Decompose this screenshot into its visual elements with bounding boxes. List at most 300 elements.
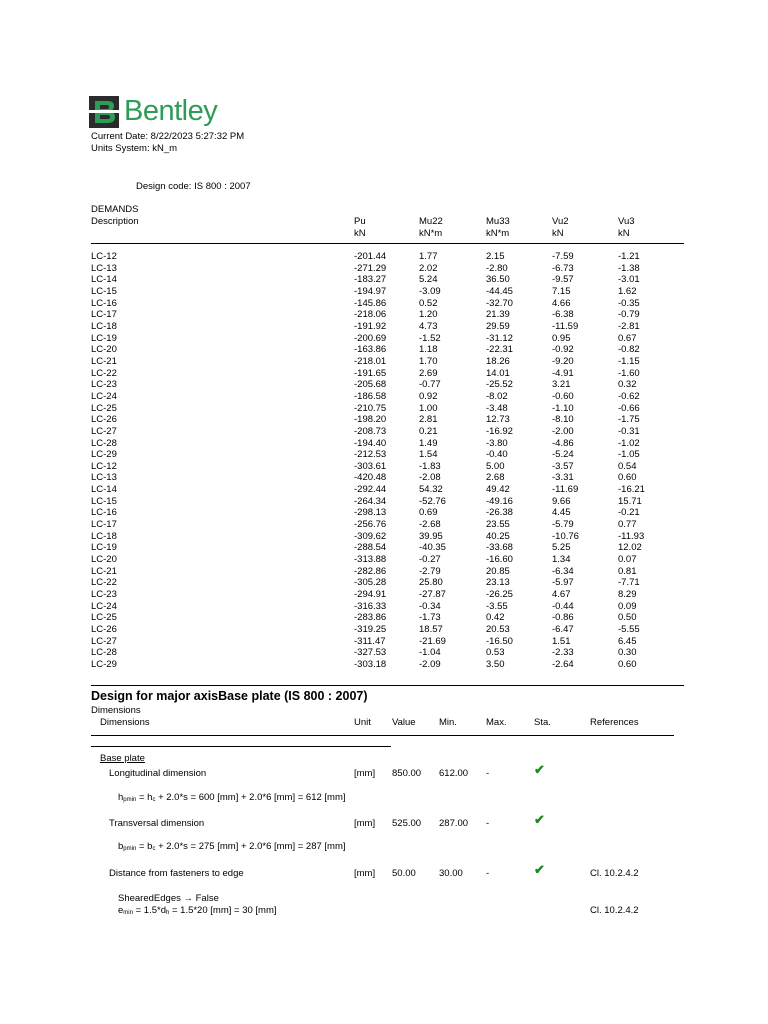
table-cell: -9.57 <box>552 274 574 286</box>
table-cell: -0.62 <box>618 390 640 402</box>
table-cell: 12.73 <box>486 414 510 426</box>
table-cell: LC-20 <box>91 554 117 566</box>
table-cell: 23.13 <box>486 577 510 589</box>
unit-mu22: kN*m <box>419 228 443 239</box>
table-cell: -5.55 <box>618 624 640 635</box>
design-header-divider <box>91 735 674 736</box>
edge-min: 30.00 <box>439 868 463 879</box>
table-cell: -303.61 <box>354 460 387 472</box>
table-cell: -271.29 <box>354 262 387 274</box>
col-min: Min. <box>439 717 457 728</box>
table-cell: -40.35 <box>419 542 446 554</box>
table-cell: 39.95 <box>419 530 443 542</box>
table-cell: 7.15 <box>552 285 571 297</box>
table-cell: LC-24 <box>91 390 117 402</box>
table-row <box>0 484 768 496</box>
transversal-value: 525.00 <box>392 818 422 829</box>
table-cell: LC-29 <box>91 449 117 461</box>
table-cell: LC-14 <box>91 484 117 496</box>
table-cell: LC-26 <box>91 414 117 426</box>
table-cell: LC-28 <box>91 437 117 449</box>
base-plate-label: Base plate <box>100 753 145 764</box>
table-cell: 0.21 <box>419 425 438 437</box>
transversal-unit: [mm] <box>354 818 376 829</box>
table-cell: 54.32 <box>419 484 443 496</box>
table-row <box>0 333 768 345</box>
col-dimensions: Dimensions <box>100 717 150 728</box>
design-subtitle: Dimensions <box>91 705 141 716</box>
table-cell: -288.54 <box>354 542 387 554</box>
table-cell: 2.02 <box>419 262 438 274</box>
table-cell: 2.69 <box>419 367 438 379</box>
table-row <box>0 286 768 298</box>
table-cell: -7.59 <box>552 251 574 262</box>
table-cell: -191.92 <box>354 320 387 332</box>
table-cell: LC-24 <box>91 600 117 612</box>
table-cell: -3.57 <box>552 460 574 472</box>
table-cell: -210.75 <box>354 402 387 414</box>
table-cell: LC-13 <box>91 472 117 484</box>
table-cell: -3.01 <box>618 274 640 286</box>
table-row <box>0 612 768 624</box>
table-row <box>0 368 768 380</box>
table-row <box>0 542 768 554</box>
table-cell: 3.21 <box>552 379 571 391</box>
sheared-edges: ShearedEdges → False <box>118 893 219 904</box>
longitudinal-check-icon: ✔ <box>534 762 545 777</box>
table-cell: -309.62 <box>354 530 387 542</box>
table-row <box>0 251 768 263</box>
table-row <box>0 659 768 671</box>
transversal-formula: $b_{pmin} = b_c + 2.0*s = 275$ [mm] + 2.0*6 [mm] = 287 [mm] <box>118 841 346 852</box>
table-cell: LC-23 <box>91 379 117 391</box>
table-cell: 9.66 <box>552 495 571 507</box>
table-row <box>0 554 768 566</box>
table-cell: -313.88 <box>354 554 387 566</box>
longitudinal-label: Longitudinal dimension <box>109 768 207 779</box>
table-cell: -0.21 <box>618 507 640 519</box>
table-cell: -218.06 <box>354 309 387 321</box>
table-cell: -25.52 <box>486 379 513 391</box>
table-cell: 0.92 <box>419 390 438 402</box>
col-header-vu3: Vu3 <box>618 216 635 227</box>
table-row <box>0 438 768 450</box>
table-cell: LC-16 <box>91 297 117 309</box>
edge-formula-reference: Cl. 10.2.4.2 <box>590 905 639 916</box>
table-cell: -2.09 <box>419 658 441 670</box>
table-cell: 49.42 <box>486 484 510 496</box>
table-cell: 20.53 <box>486 624 510 635</box>
table-cell: 1.20 <box>419 309 438 321</box>
demands-title: DEMANDS <box>91 204 139 215</box>
table-cell: -4.86 <box>552 437 574 449</box>
table-cell: -26.25 <box>486 589 513 601</box>
table-cell: 12.02 <box>618 542 642 554</box>
table-cell: 4.67 <box>552 589 571 601</box>
unit-pu: kN <box>354 228 366 239</box>
table-cell: 0.81 <box>618 565 637 577</box>
table-cell: -198.20 <box>354 414 387 426</box>
table-cell: 0.52 <box>419 297 438 309</box>
table-row <box>0 426 768 438</box>
table-cell: -3.48 <box>486 402 508 414</box>
table-cell: LC-14 <box>91 274 117 286</box>
table-cell: LC-13 <box>91 262 117 274</box>
longitudinal-value: 850.00 <box>392 768 422 779</box>
table-cell: -1.52 <box>419 332 441 344</box>
table-cell: 5.00 <box>486 460 505 472</box>
table-cell: 4.66 <box>552 297 571 309</box>
table-cell: -0.60 <box>552 390 574 402</box>
table-cell: -1.10 <box>552 402 574 414</box>
col-header-description: Description <box>91 216 139 227</box>
table-cell: 0.53 <box>486 647 505 659</box>
table-cell: 1.51 <box>552 635 571 647</box>
table-cell: -10.76 <box>552 530 579 542</box>
table-cell: LC-21 <box>91 355 117 367</box>
demands-table-body <box>0 251 768 671</box>
table-cell: -52.76 <box>419 495 446 507</box>
table-cell: -21.69 <box>419 635 446 647</box>
table-cell: -1.38 <box>618 262 640 274</box>
table-cell: 0.77 <box>618 519 637 531</box>
table-row <box>0 449 768 461</box>
table-cell: -49.16 <box>486 495 513 507</box>
table-cell: 18.26 <box>486 355 510 367</box>
table-cell: -2.00 <box>552 425 574 437</box>
table-cell: -163.86 <box>354 344 387 356</box>
table-cell: -3.55 <box>486 600 508 612</box>
table-cell: 0.60 <box>618 658 637 670</box>
table-row <box>0 472 768 484</box>
table-cell: -3.31 <box>552 472 574 484</box>
edge-unit: [mm] <box>354 868 376 879</box>
longitudinal-min: 612.00 <box>439 768 469 779</box>
table-cell: -27.87 <box>419 589 446 601</box>
table-cell: -11.69 <box>552 484 579 496</box>
transversal-check-icon: ✔ <box>534 812 545 827</box>
table-cell: LC-22 <box>91 577 117 589</box>
table-cell: -0.27 <box>419 554 441 566</box>
table-cell: -205.68 <box>354 379 387 391</box>
table-cell: 2.15 <box>486 251 505 262</box>
table-cell: 0.32 <box>618 379 637 391</box>
table-cell: -16.60 <box>486 554 513 566</box>
table-cell: 23.55 <box>486 519 510 531</box>
table-cell: -327.53 <box>354 647 387 659</box>
table-cell: -1.60 <box>618 367 640 379</box>
demands-header-divider <box>91 243 684 244</box>
table-cell: 3.50 <box>486 658 505 670</box>
table-cell: -0.44 <box>552 600 574 612</box>
table-cell: -6.47 <box>552 624 574 635</box>
table-cell: 29.59 <box>486 320 510 332</box>
units-system: Units System: kN_m <box>91 143 178 154</box>
table-cell: -31.12 <box>486 332 513 344</box>
table-cell: LC-18 <box>91 320 117 332</box>
table-cell: -2.64 <box>552 658 574 670</box>
table-cell: 20.85 <box>486 565 510 577</box>
table-cell: 5.24 <box>419 274 438 286</box>
table-cell: -0.77 <box>419 379 441 391</box>
table-row <box>0 344 768 356</box>
table-cell: -2.68 <box>419 519 441 531</box>
longitudinal-formula: $h_{pmin} = h_c + 2.0*s = 600$ [mm] + 2.0*6 [mm] = 612 [mm] <box>118 792 346 803</box>
table-cell: 0.95 <box>552 332 571 344</box>
table-cell: LC-27 <box>91 635 117 647</box>
table-cell: LC-16 <box>91 507 117 519</box>
table-cell: -26.38 <box>486 507 513 519</box>
table-row <box>0 274 768 286</box>
table-cell: 25.80 <box>419 577 443 589</box>
table-cell: -33.68 <box>486 542 513 554</box>
table-cell: 15.71 <box>618 495 642 507</box>
table-cell: 0.09 <box>618 600 637 612</box>
table-cell: LC-15 <box>91 495 117 507</box>
table-cell: -2.81 <box>618 320 640 332</box>
col-header-pu: Pu <box>354 216 366 227</box>
table-cell: LC-21 <box>91 565 117 577</box>
table-cell: -11.59 <box>552 320 579 332</box>
table-cell: -6.38 <box>552 309 574 321</box>
table-cell: -194.40 <box>354 437 387 449</box>
base-plate-divider <box>91 746 391 747</box>
table-cell: -183.27 <box>354 274 387 286</box>
table-cell: -305.28 <box>354 577 387 589</box>
table-cell: 1.18 <box>419 344 438 356</box>
col-references: References <box>590 717 639 728</box>
table-cell: -6.73 <box>552 262 574 274</box>
table-cell: -1.04 <box>419 647 441 659</box>
table-row <box>0 589 768 601</box>
table-row <box>0 577 768 589</box>
table-row <box>0 391 768 403</box>
table-row <box>0 636 768 648</box>
table-row <box>0 461 768 473</box>
table-cell: -303.18 <box>354 658 387 670</box>
table-cell: LC-26 <box>91 624 117 635</box>
table-cell: -298.13 <box>354 507 387 519</box>
table-cell: 1.00 <box>419 402 438 414</box>
table-cell: -208.73 <box>354 425 387 437</box>
edge-value: 50.00 <box>392 868 416 879</box>
longitudinal-unit: [mm] <box>354 768 376 779</box>
table-cell: -16.50 <box>486 635 513 647</box>
table-cell: LC-23 <box>91 589 117 601</box>
table-cell: -32.70 <box>486 297 513 309</box>
table-cell: 4.45 <box>552 507 571 519</box>
table-cell: 2.68 <box>486 472 505 484</box>
table-cell: -1.05 <box>618 449 640 461</box>
table-cell: LC-12 <box>91 251 117 262</box>
table-row <box>0 531 768 543</box>
table-cell: -0.35 <box>618 297 640 309</box>
table-cell: -2.08 <box>419 472 441 484</box>
table-row <box>0 379 768 391</box>
table-cell: -11.93 <box>618 530 645 542</box>
edge-formula: $e_{min} = 1.5*d_h = 1.5*20$ [mm] = 30 [mm] <box>118 905 277 916</box>
table-cell: -212.53 <box>354 449 387 461</box>
table-cell: -22.31 <box>486 344 513 356</box>
table-cell: LC-15 <box>91 285 117 297</box>
table-cell: 1.70 <box>419 355 438 367</box>
table-cell: LC-17 <box>91 519 117 531</box>
table-cell: LC-20 <box>91 344 117 356</box>
table-cell: -5.79 <box>552 519 574 531</box>
table-cell: -283.86 <box>354 612 387 624</box>
table-cell: -0.40 <box>486 449 508 461</box>
transversal-min: 287.00 <box>439 818 469 829</box>
table-cell: -311.47 <box>354 635 386 647</box>
edge-label: Distance from fasteners to edge <box>109 868 244 879</box>
transversal-label: Transversal dimension <box>109 818 205 829</box>
design-section-divider <box>91 685 684 686</box>
logo-text: Bentley <box>124 95 218 127</box>
table-cell: -0.82 <box>618 344 640 356</box>
table-cell: -1.15 <box>618 355 640 367</box>
table-row <box>0 496 768 508</box>
table-cell: -264.34 <box>354 495 387 507</box>
table-row <box>0 624 768 636</box>
table-cell: 0.30 <box>618 647 637 659</box>
table-cell: -16.21 <box>618 484 645 496</box>
col-max: Max. <box>486 717 507 728</box>
design-title: Design for major axisBase plate (IS 800 : 2007) <box>91 689 368 703</box>
table-cell: 0.07 <box>618 554 637 566</box>
table-cell: 0.42 <box>486 612 505 624</box>
table-cell: -0.34 <box>419 600 441 612</box>
longitudinal-max: - <box>486 768 490 779</box>
table-cell: -218.01 <box>354 355 387 367</box>
table-cell: -316.33 <box>354 600 387 612</box>
edge-max: - <box>486 868 490 879</box>
table-cell: LC-25 <box>91 402 117 414</box>
table-cell: 1.54 <box>419 449 438 461</box>
table-cell: -1.75 <box>618 414 640 426</box>
table-row <box>0 298 768 310</box>
table-row <box>0 519 768 531</box>
table-cell: LC-28 <box>91 647 117 659</box>
current-date: Current Date: 8/22/2023 5:27:32 PM <box>91 131 245 142</box>
table-cell: -2.80 <box>486 262 508 274</box>
table-cell: -5.97 <box>552 577 574 589</box>
table-cell: 40.25 <box>486 530 510 542</box>
table-cell: -2.33 <box>552 647 574 659</box>
table-row <box>0 263 768 275</box>
table-cell: -0.66 <box>618 402 640 414</box>
table-cell: LC-12 <box>91 460 117 472</box>
edge-check-icon: ✔ <box>534 862 545 877</box>
table-cell: 21.39 <box>486 309 510 321</box>
col-header-mu33: Mu33 <box>486 216 510 227</box>
table-cell: -194.97 <box>354 285 387 297</box>
table-cell: 5.25 <box>552 542 571 554</box>
table-cell: -4.91 <box>552 367 574 379</box>
table-cell: -282.86 <box>354 565 387 577</box>
table-cell: -201.44 <box>354 251 387 262</box>
table-cell: 6.45 <box>618 635 637 647</box>
table-cell: LC-19 <box>91 332 117 344</box>
table-cell: LC-18 <box>91 530 117 542</box>
table-cell: 0.60 <box>618 472 637 484</box>
table-cell: -1.83 <box>419 460 441 472</box>
table-row <box>0 309 768 321</box>
table-cell: -319.25 <box>354 624 387 635</box>
table-cell: 4.73 <box>419 320 438 332</box>
table-cell: 1.49 <box>419 437 438 449</box>
table-cell: -1.73 <box>419 612 441 624</box>
table-cell: -1.21 <box>618 251 640 262</box>
edge-reference: Cl. 10.2.4.2 <box>590 868 639 879</box>
table-cell: -7.71 <box>618 577 640 589</box>
table-cell: -1.02 <box>618 437 640 449</box>
table-cell: -256.76 <box>354 519 387 531</box>
table-row <box>0 403 768 415</box>
table-cell: -9.20 <box>552 355 574 367</box>
table-cell: -3.09 <box>419 285 441 297</box>
table-cell: LC-29 <box>91 658 117 670</box>
table-cell: 2.81 <box>419 414 438 426</box>
table-row <box>0 507 768 519</box>
table-row <box>0 321 768 333</box>
table-cell: 0.50 <box>618 612 637 624</box>
table-cell: -0.79 <box>618 309 640 321</box>
table-cell: -8.02 <box>486 390 508 402</box>
table-cell: -420.48 <box>354 472 387 484</box>
table-cell: -292.44 <box>354 484 387 496</box>
unit-vu2: kN <box>552 228 564 239</box>
table-cell: 8.29 <box>618 589 637 601</box>
table-cell: -0.31 <box>618 425 640 437</box>
table-cell: -191.65 <box>354 367 387 379</box>
table-cell: -294.91 <box>354 589 387 601</box>
col-header-vu2: Vu2 <box>552 216 569 227</box>
table-row <box>0 566 768 578</box>
table-cell: LC-25 <box>91 612 117 624</box>
table-cell: 18.57 <box>419 624 443 635</box>
table-cell: 0.67 <box>618 332 637 344</box>
table-cell: -16.92 <box>486 425 513 437</box>
table-cell: LC-19 <box>91 542 117 554</box>
table-cell: 1.77 <box>419 251 438 262</box>
unit-vu3: kN <box>618 228 630 239</box>
table-cell: 0.54 <box>618 460 637 472</box>
table-cell: LC-17 <box>91 309 117 321</box>
table-row <box>0 647 768 659</box>
unit-mu33: kN*m <box>486 228 510 239</box>
table-cell: LC-27 <box>91 425 117 437</box>
table-cell: -8.10 <box>552 414 574 426</box>
table-cell: LC-22 <box>91 367 117 379</box>
col-unit: Unit <box>354 717 371 728</box>
table-cell: -186.58 <box>354 390 387 402</box>
table-cell: 14.01 <box>486 367 510 379</box>
table-cell: 0.69 <box>419 507 438 519</box>
col-value: Value <box>392 717 416 728</box>
table-cell: -2.79 <box>419 565 441 577</box>
col-header-mu22: Mu22 <box>419 216 443 227</box>
table-row <box>0 356 768 368</box>
table-cell: 1.62 <box>618 285 637 297</box>
table-cell: 36.50 <box>486 274 510 286</box>
table-cell: -0.86 <box>552 612 574 624</box>
table-cell: -5.24 <box>552 449 574 461</box>
table-cell: -3.80 <box>486 437 508 449</box>
col-status: Sta. <box>534 717 551 728</box>
table-cell: -44.45 <box>486 285 513 297</box>
table-cell: -0.92 <box>552 344 574 356</box>
table-cell: -145.86 <box>354 297 387 309</box>
